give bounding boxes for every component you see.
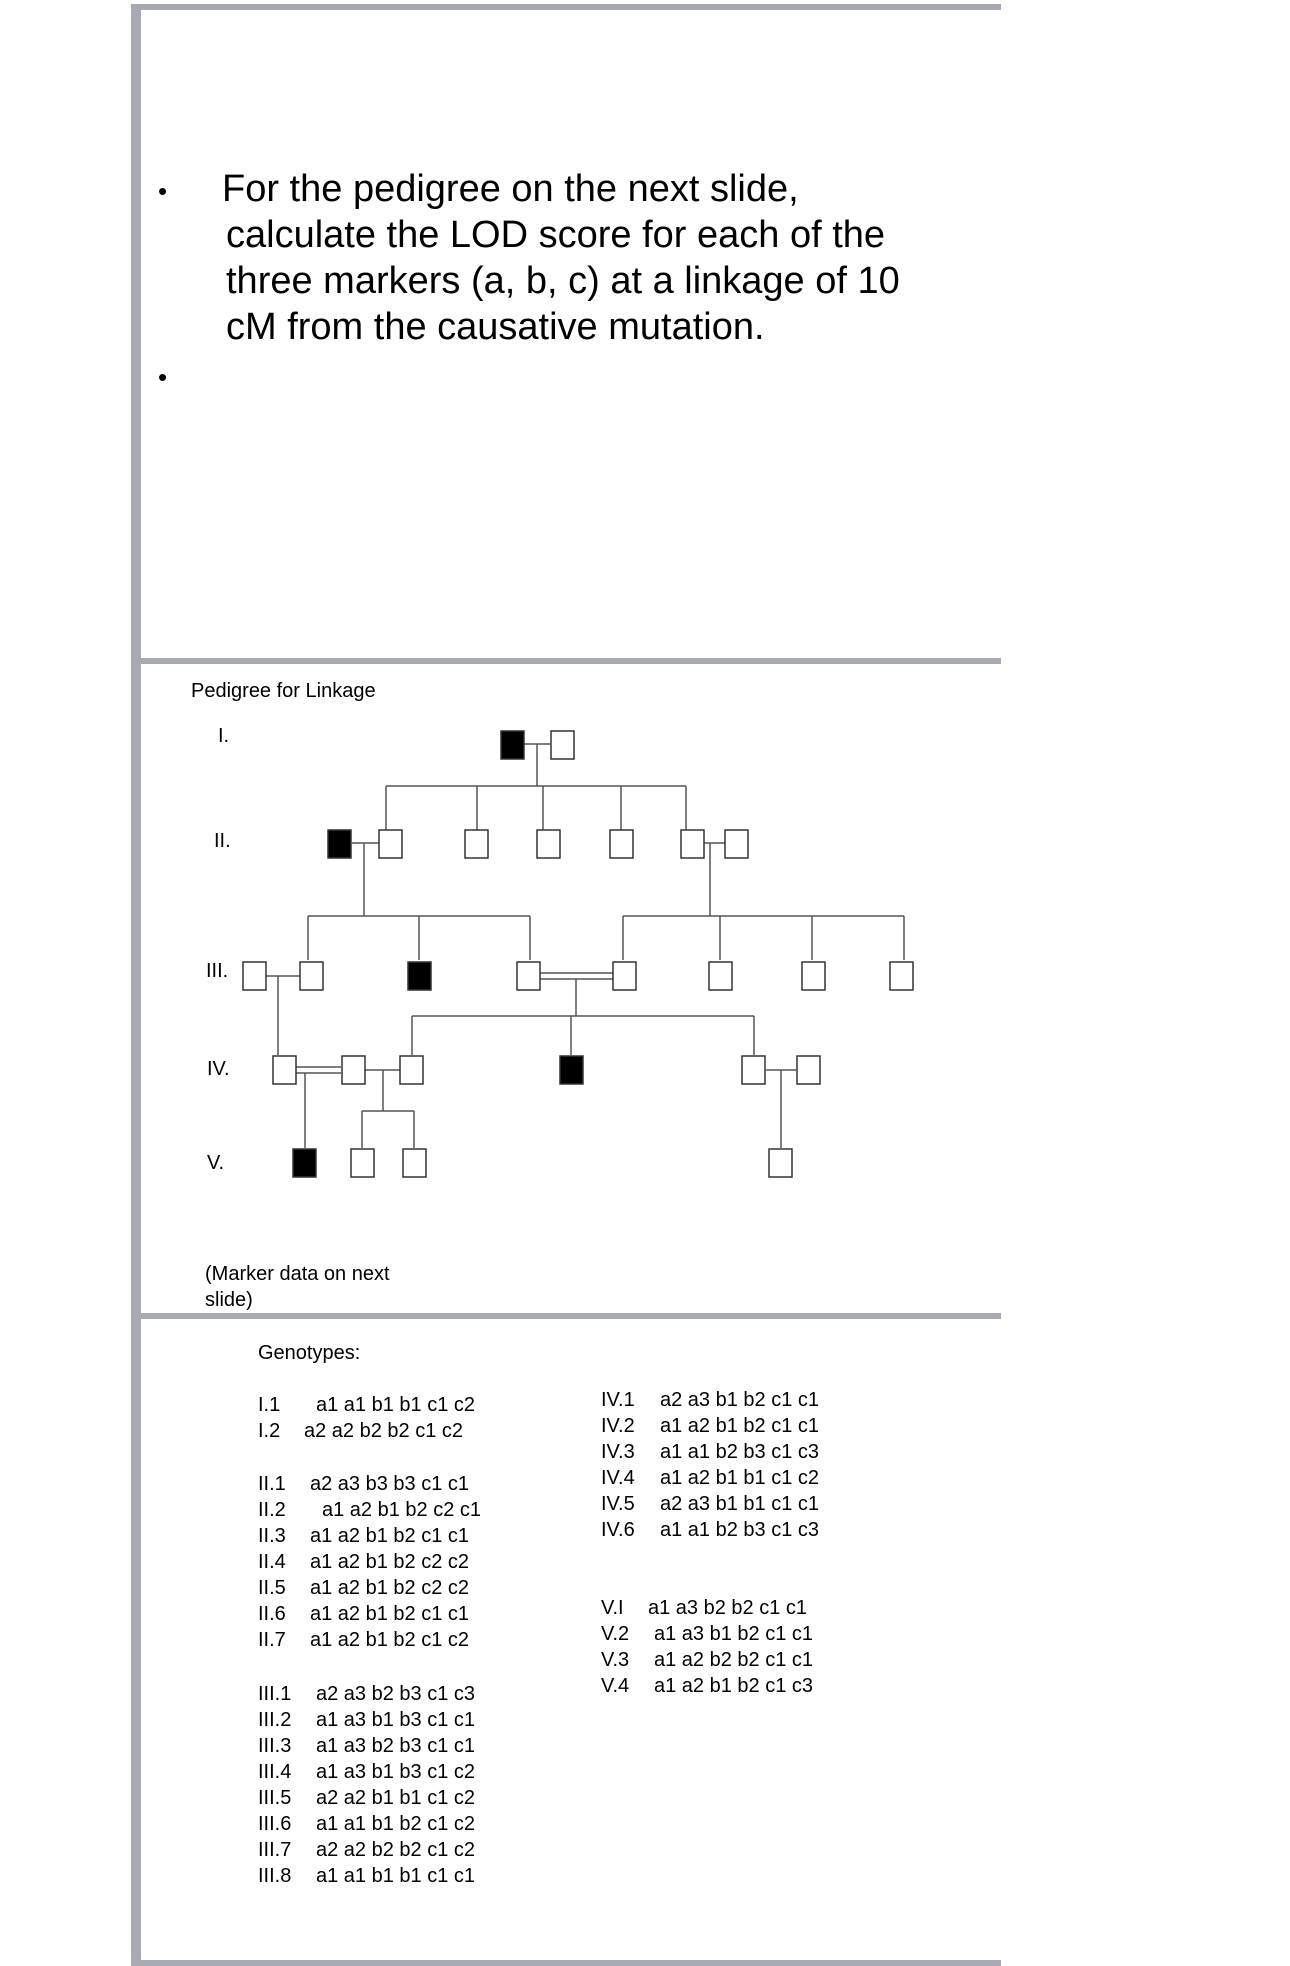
- genotype-left-genotype: a1 a2 b1 b2 c2 c1: [322, 1499, 482, 1521]
- marker-note-line-1: (Marker data on next: [205, 1263, 390, 1285]
- genotype-right-id: IV.3: [601, 1441, 635, 1463]
- genotype-left-genotype: a1 a1 b1 b1 c1 c1: [316, 1865, 476, 1887]
- individual-III-4: [613, 962, 636, 990]
- bullet-2: •: [158, 362, 168, 392]
- genotype-left-id: I.1: [258, 1394, 281, 1416]
- genotype-right-genotype: a1 a2 b1 b1 c1 c2: [660, 1467, 820, 1489]
- individual-II-2: [465, 830, 488, 858]
- individual-I-1: [501, 731, 524, 759]
- individual-IV-2: [342, 1056, 365, 1084]
- individual-III-spouse: [243, 962, 266, 990]
- generation-label-I: I.: [218, 725, 230, 747]
- generation-label-IV: IV.: [207, 1058, 230, 1080]
- individual-V-4: [769, 1149, 792, 1177]
- genotype-right-id: V.4: [601, 1675, 630, 1697]
- genotype-left-genotype: a1 a1 b1 b2 c1 c2: [316, 1813, 476, 1835]
- genotype-left-id: II.2: [258, 1499, 286, 1521]
- genotype-left-genotype: a1 a3 b2 b3 c1 c1: [316, 1735, 476, 1757]
- pedigree-title: Pedigree for Linkage: [191, 680, 376, 702]
- genotype-left-id: III.2: [258, 1709, 292, 1731]
- individual-II-3: [537, 830, 560, 858]
- genotype-left-genotype: a2 a2 b2 b2 c1 c2: [304, 1420, 464, 1442]
- generation-label-V: V.: [207, 1152, 225, 1174]
- genotype-left-genotype: a1 a3 b1 b3 c1 c2: [316, 1761, 476, 1783]
- genotype-right-genotype: a1 a2 b2 b2 c1 c1: [654, 1649, 814, 1671]
- genotype-right-genotype: a1 a3 b1 b2 c1 c1: [654, 1623, 814, 1645]
- genotype-left-id: I.2: [258, 1420, 281, 1442]
- individual-V-3: [403, 1149, 426, 1177]
- generation-label-II: II.: [214, 830, 231, 852]
- individual-III-7: [890, 962, 913, 990]
- genotype-left-genotype: a1 a2 b1 b2 c1 c1: [310, 1603, 470, 1625]
- genotype-right-genotype: a1 a2 b1 b2 c1 c3: [654, 1675, 814, 1697]
- individual-III-2: [408, 962, 431, 990]
- genotype-left-id: II.5: [258, 1577, 286, 1599]
- genotype-right-genotype: a1 a3 b2 b2 c1 c1: [648, 1597, 808, 1619]
- genotype-left-genotype: a2 a2 b2 b2 c1 c2: [316, 1839, 476, 1861]
- marker-note-line-2: slide): [205, 1289, 253, 1311]
- genotype-left-id: III.6: [258, 1813, 292, 1835]
- genotype-left-id: II.3: [258, 1525, 286, 1547]
- individual-II-4: [610, 830, 633, 858]
- genotype-right-genotype: a1 a1 b2 b3 c1 c3: [660, 1519, 820, 1541]
- genotype-right-genotype: a2 a3 b1 b1 c1 c1: [660, 1493, 820, 1515]
- genotype-right-id: IV.5: [601, 1493, 635, 1515]
- genotype-left-id: III.3: [258, 1735, 292, 1757]
- individual-III-3: [517, 962, 540, 990]
- genotype-left-genotype: a1 a3 b1 b3 c1 c1: [316, 1709, 476, 1731]
- question-line-4: cM from the causative mutation.: [226, 306, 765, 348]
- genotype-left-id: II.7: [258, 1629, 286, 1651]
- individual-V-1: [293, 1149, 316, 1177]
- genotype-right-id: V.I: [601, 1597, 624, 1619]
- genotype-left-id: II.4: [258, 1551, 286, 1573]
- genotype-right-id: IV.1: [601, 1389, 635, 1411]
- individual-II-5: [681, 830, 704, 858]
- individual-IV-4: [560, 1056, 583, 1084]
- genotype-right-id: IV.6: [601, 1519, 635, 1541]
- genotype-left-genotype: a1 a2 b1 b2 c2 c2: [310, 1551, 470, 1573]
- individual-III-5: [709, 962, 732, 990]
- genotype-left-id: III.1: [258, 1683, 292, 1705]
- individual-IV-1: [273, 1056, 296, 1084]
- genotype-left-id: III.7: [258, 1839, 292, 1861]
- genotype-right-genotype: a1 a2 b1 b2 c1 c1: [660, 1415, 820, 1437]
- genotype-right-genotype: a1 a1 b2 b3 c1 c3: [660, 1441, 820, 1463]
- question-line-1: For the pedigree on the next slide,: [222, 168, 799, 210]
- genotype-left-genotype: a2 a3 b2 b3 c1 c3: [316, 1683, 476, 1705]
- individual-V-2: [351, 1149, 374, 1177]
- question-line-2: calculate the LOD score for each of the: [226, 214, 886, 256]
- individual-IV-3: [400, 1056, 423, 1084]
- genotype-right-id: IV.4: [601, 1467, 635, 1489]
- genotype-right-id: V.3: [601, 1649, 630, 1671]
- individual-II-1: [379, 830, 402, 858]
- question-line-3: three markers (a, b, c) at a linkage of 10: [226, 260, 900, 302]
- individual-III-1: [300, 962, 323, 990]
- genotype-right-genotype: a2 a3 b1 b2 c1 c1: [660, 1389, 820, 1411]
- genotype-left-genotype: a2 a2 b1 b1 c1 c2: [316, 1787, 476, 1809]
- individual-II-spouse: [328, 830, 351, 858]
- genotype-right-id: IV.2: [601, 1415, 635, 1437]
- genotypes-heading: Genotypes:: [258, 1342, 361, 1364]
- genotype-left-id: II.1: [258, 1473, 286, 1495]
- genotype-right-id: V.2: [601, 1623, 630, 1645]
- genotype-left-genotype: a1 a1 b1 b1 c1 c2: [316, 1394, 476, 1416]
- genotype-left-genotype: a1 a2 b1 b2 c2 c2: [310, 1577, 470, 1599]
- genotype-left-id: II.6: [258, 1603, 286, 1625]
- individual-III-6: [802, 962, 825, 990]
- generation-label-III: III.: [206, 960, 229, 982]
- individual-IV-6: [797, 1056, 820, 1084]
- genotype-left-id: III.4: [258, 1761, 292, 1783]
- genotype-left-genotype: a1 a2 b1 b2 c1 c1: [310, 1525, 470, 1547]
- individual-II-6: [725, 830, 748, 858]
- genotype-left-genotype: a2 a3 b3 b3 c1 c1: [310, 1473, 470, 1495]
- individual-I-2: [551, 731, 574, 759]
- bullet-1: •: [158, 176, 168, 206]
- genotype-left-id: III.5: [258, 1787, 292, 1809]
- genotype-left-id: III.8: [258, 1865, 292, 1887]
- genotype-left-genotype: a1 a2 b1 b2 c1 c2: [310, 1629, 470, 1651]
- individual-IV-5: [742, 1056, 765, 1084]
